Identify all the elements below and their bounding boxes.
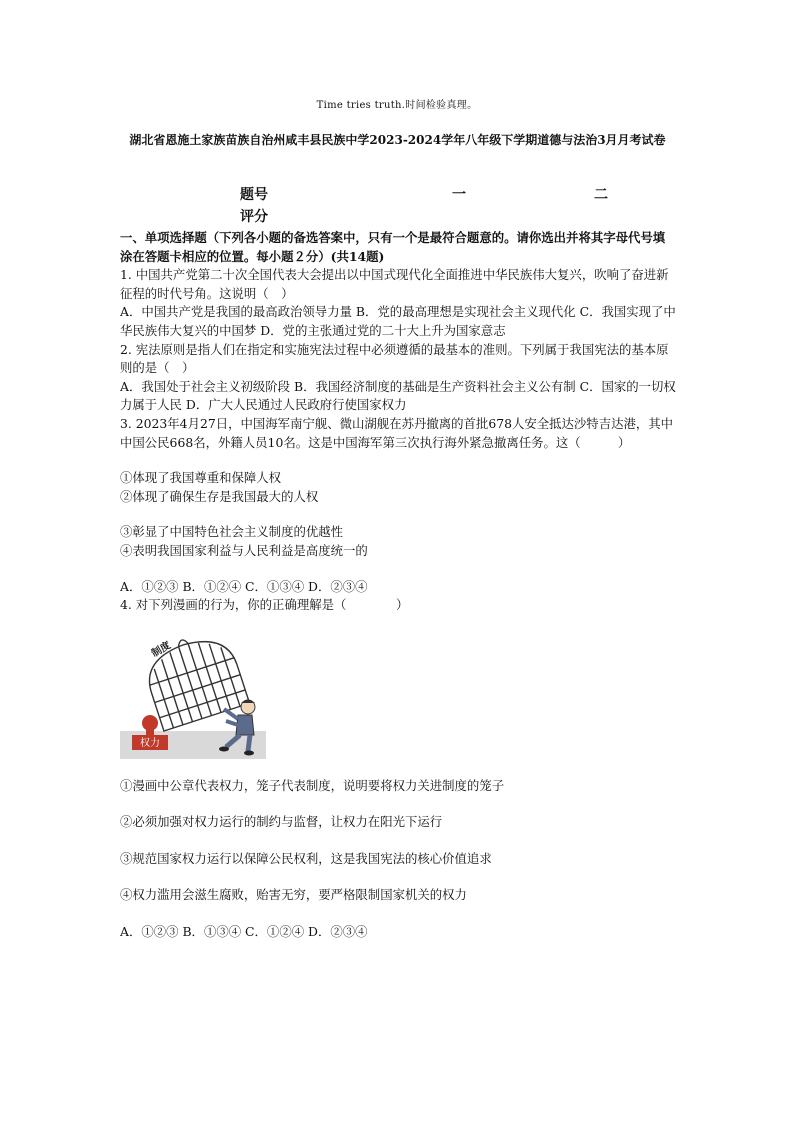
question-4-item-1: ①漫画中公章代表权力，笼子代表制度，说明要将权力关进制度的笼子	[120, 777, 505, 793]
question-1-options: A．中国共产党是我国的最高政治领导力量 B．党的最高理想是实现社会主义现代化 C．我国实现了中华民族伟大复兴的中国梦 D．党的主张通过党的二十大上升为国家意志	[120, 304, 676, 338]
question-4-item-3: ③规范国家权力运行以保障公民权利，这是我国宪法的核心价值追求	[120, 850, 492, 866]
question-3-item-2: ②体现了确保生存是我国最大的人权	[120, 488, 319, 504]
question-4-options: A．①②③ B．①③④ C．①②④ D．②③④	[120, 924, 368, 940]
question-4-item-4: ④权力滥用会滋生腐败，贻害无穷，要严格限制国家机关的权力	[120, 887, 467, 903]
exam-content	[120, 229, 676, 942]
exam-title: 湖北省恩施土家族苗族自治州咸丰县民族中学2023-2024学年八年级下学期道德与法治3月月考试卷	[129, 133, 666, 147]
stamp-label: 权力	[140, 737, 160, 749]
question-3-item-4: ④表明我国国家利益与人民利益是高度统一的	[120, 542, 368, 558]
page-motto: Time tries truth.时间检验真理。	[316, 100, 478, 111]
score-table-label-question-no: 题号	[240, 187, 268, 203]
score-table-col-2: 二	[594, 187, 608, 203]
question-3-stem: 3. 2023年4月27日，中国海军南宁舰、微山湖舰在苏丹撤离的首批678人安全抵达沙特吉达港，其中中国公民668名，外籍人员10名。这是中国海军第三次执行海外紧急撤离任务。这（ ）	[120, 415, 674, 450]
question-4-item-2: ②必须加强对权力运行的制约与监督，让权力在阳光下运行	[120, 814, 443, 830]
score-table-col-1: 一	[452, 187, 466, 203]
cage-label: 制度	[150, 639, 173, 660]
question-1-stem: 1. 中国共产党第二十次全国代表大会提出以中国式现代化全面推进中华民族伟大复兴，吹响了奋进新征程的时代号角。这说明（ ）	[120, 267, 669, 301]
score-table-label-score: 评分	[240, 209, 268, 225]
question-2-options: A．我国处于社会主义初级阶段 B．我国经济制度的基础是生产资料社会主义公有制 C．国家的一切权力属于人民 D．广大人民通过人民政府行使国家权力	[120, 378, 676, 413]
question-2-stem: 2. 宪法原则是指人们在指定和实施宪法过程中必须遵循的最基本的准则。下列属于我国宪法的基本原则的是（ ）	[120, 341, 669, 376]
question-4-stem: 4. 对下列漫画的行为，你的正确理解是（ ）	[120, 597, 409, 613]
question-3-item-3: ③彰显了中国特色社会主义制度的优越性	[120, 524, 344, 540]
question-3-item-1: ①体现了我国尊重和保障人权	[120, 470, 282, 486]
power-cage-cartoon	[120, 631, 266, 759]
section-heading: 一、单项选择题（下列各小题的备选答案中，只有一个是最符合题意的。请你选出并将其字母代号填涂在答题卡相应的位置。每小题２分）(共14题)	[120, 230, 666, 264]
question-3-options: A．①②③ B．①②④ C．①③④ D．②③④	[120, 578, 368, 594]
